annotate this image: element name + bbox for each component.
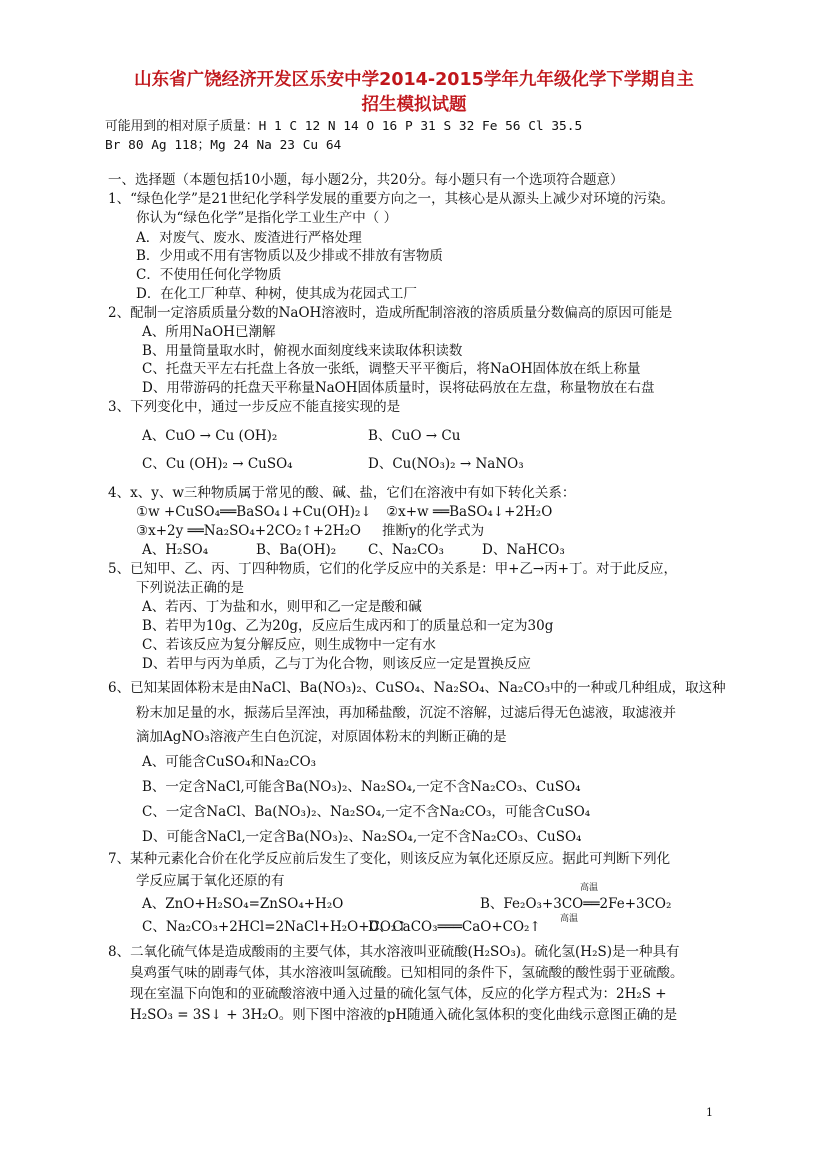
section-heading: 一、选择题（本题包括10小题，每小题2分，共20分。每小题只有一个选项符合题意）	[108, 172, 624, 188]
title-line-2: 招生模拟试题	[361, 95, 467, 115]
q7-stem-1: 7、某种元素化合价在化学反应前后发生了变化，则该反应为氧化还原反应。据此可判断下列化	[108, 851, 671, 867]
q1-option-c: C．不使用任何化学物质	[136, 267, 282, 283]
q3-stem: 3、下列变化中，通过一步反应不能直接实现的是	[108, 399, 401, 415]
q6-option-d: D、可能含NaCl,一定含Ba(NO₃)₂、Na₂SO₄,一定不含Na₂CO₃、CuSO₄	[142, 829, 582, 845]
q1-stem-1: 1、“绿色化学”是21世纪化学科学发展的重要方向之一，其核心是从源头上减少对环境的污染。	[108, 191, 675, 207]
q7-option-b: B、Fe₂O₃+3CO══2Fe+3CO₂	[480, 896, 672, 912]
q4-option-c: C、Na₂CO₃	[368, 542, 444, 558]
q5-option-c: C、若该反应为复分解反应，则生成物中一定有水	[142, 637, 436, 653]
q2-stem: 2、配制一定溶质质量分数的NaOH溶液时，造成所配制溶液的溶质质量分数偏高的原因可能是	[108, 305, 673, 321]
q4-stem: 4、x、y、w三种物质属于常见的酸、碱、盐，它们在溶液中有如下转化关系：	[108, 485, 576, 501]
title-line-1: 山东省广饶经济开发区乐安中学2014-2015学年九年级化学下学期自主	[134, 70, 694, 90]
q6-stem-1: 6、已知某固体粉末是由NaCl、Ba(NO₃)₂、CuSO₄、Na₂SO₄、Na₂CO₃中的一种或几种组成，取这种	[108, 680, 726, 696]
q8-line-3: 现在室温下向饱和的亚硫酸溶液中通入过量的硫化氢气体，反应的化学方程式为：2H₂S +	[130, 986, 667, 1002]
q4-reaction-2: ②x+w ══BaSO₄↓+2H₂O	[386, 504, 553, 520]
q5-option-d: D、若甲与丙为单质，乙与丁为化合物，则该反应一定是置换反应	[142, 656, 531, 672]
q6-option-b: B、一定含NaCl,可能含Ba(NO₃)₂、Na₂SO₄,一定不含Na₂CO₃、CuSO₄	[142, 779, 581, 795]
q5-option-b: B、若甲为10g、乙为20g，反应后生成丙和丁的质量总和一定为30g	[142, 618, 554, 634]
q6-stem-3: 滴加AgNO₃溶液产生白色沉淀，对原固体粉末的判断正确的是	[136, 729, 507, 745]
q8-line-2: 臭鸡蛋气味的剧毒气体，其水溶液叫氢硫酸。已知相同的条件下，氢硫酸的酸性弱于亚硫酸。	[130, 965, 684, 981]
atomic-mass-line-2: Br 80 Ag 118；Mg 24 Na 23 Cu 64	[105, 138, 342, 153]
q7-option-a: A、ZnO+H₂SO₄=ZnSO₄+H₂O	[142, 896, 344, 912]
q4-reaction-3: ③x+2y ══Na₂SO₄+2CO₂↑+2H₂O	[136, 523, 361, 539]
q2-option-b: B、用量筒量取水时，俯视水面刻度线来读取体积读数	[142, 343, 463, 359]
q8-line-1: 8、二氧化硫气体是造成酸雨的主要气体，其水溶液叫亚硫酸(H₂SO₃)。硫化氢(H₂S)是一种具有	[108, 944, 680, 960]
q2-option-c: C、托盘天平左右托盘上各放一张纸，调整天平平衡后，将NaOH固体放在纸上称量	[142, 361, 641, 377]
q8-line-4: H₂SO₃ = 3S↓ + 3H₂O。则下图中溶液的pH随通入硫化氢体积的变化曲线示意图正确的是	[130, 1007, 678, 1023]
q6-stem-2: 粉末加足量的水，振荡后呈浑浊，再加稀盐酸，沉淀不溶解，过滤后得无色滤液，取滤液并	[136, 705, 676, 721]
atomic-mass-line-1: 可能用到的相对原子质量：H 1 C 12 N 14 O 16 P 31 S 32 Fe 56 Cl 35.5	[105, 119, 583, 134]
q4-option-a: A、H₂SO₄	[142, 542, 209, 558]
q1-option-d: D．在化工厂种草、种树，使其成为花园式工厂	[136, 286, 417, 302]
q4-option-b: B、Ba(OH)₂	[256, 542, 337, 558]
q6-option-c: C、一定含NaCl、Ba(NO₃)₂、Na₂SO₄,一定不含Na₂CO₃，可能含CuSO₄	[142, 804, 591, 820]
q5-stem-1: 5、已知甲、乙、丙、丁四种物质，它们的化学反应中的关系是：甲+乙→丙+丁。对于此反应，	[108, 561, 678, 577]
q4-infer: 推断y的化学式为	[382, 523, 485, 539]
page-number: 1	[706, 1106, 713, 1119]
q7-b-condition: 高温	[580, 883, 599, 893]
q7-option-c: C、Na₂CO₃+2HCl=2NaCl+H₂O+CO₂↑	[142, 919, 408, 935]
q2-option-d: D、用带游码的托盘天平称量NaOH固体质量时，误将砝码放在左盘，称量物放在右盘	[142, 380, 655, 396]
q1-stem-2: 你认为“绿色化学”是指化学工业生产中（ ）	[136, 210, 398, 226]
q4-option-d: D、NaHCO₃	[482, 542, 565, 558]
q3-option-a: A、CuO → Cu (OH)₂	[142, 428, 278, 444]
q1-option-a: A．对废气、废水、废渣进行严格处理	[136, 230, 362, 246]
q7-option-d: D、CaCO₃═══CaO+CO₂↑	[368, 919, 541, 935]
q2-option-a: A、所用NaOH已潮解	[142, 324, 276, 340]
q1-option-b: B．少用或不用有害物质以及少排或不排放有害物质	[136, 248, 443, 264]
q3-option-d: D、Cu(NO₃)₂ → NaNO₃	[368, 456, 524, 472]
q5-stem-2: 下列说法正确的是	[136, 580, 244, 596]
q4-reaction-1: ①w +CuSO₄══BaSO₄↓+Cu(OH)₂↓	[136, 504, 372, 520]
q3-option-c: C、Cu (OH)₂ → CuSO₄	[142, 456, 293, 472]
q3-option-b: B、CuO → Cu	[368, 428, 461, 444]
q6-option-a: A、可能含CuSO₄和Na₂CO₃	[142, 754, 317, 770]
q5-option-a: A、若丙、丁为盐和水，则甲和乙一定是酸和碱	[142, 599, 422, 615]
q7-d-condition: 高温	[560, 914, 579, 924]
q7-stem-2: 学反应属于氧化还原的有	[136, 873, 285, 889]
